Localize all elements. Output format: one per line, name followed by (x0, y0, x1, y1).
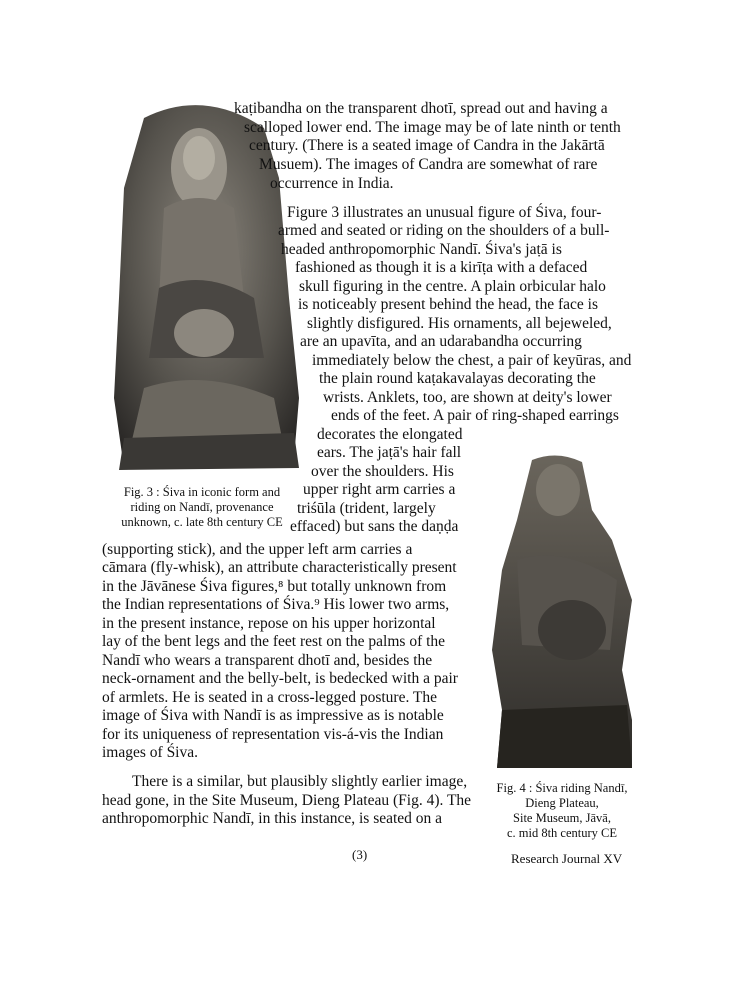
figure-3-caption-line-3: unknown, c. late 8th century CE (121, 515, 283, 529)
figure-3-caption-line-1: Fig. 3 : Śiva in iconic form and (123, 485, 281, 499)
body-text-top-line: armed and seated or riding on the shoulders of a bull- (278, 222, 610, 239)
body-text-top-line: ends of the feet. A pair of ring-shaped earrings (331, 407, 619, 424)
body-text-bottom-line: Nandī who wears a transparent dhotī and, besides the (102, 652, 433, 669)
body-text-top-line: skull figuring in the centre. A plain orbicular halo (299, 278, 606, 295)
body-text-top-line: upper right arm carries a (303, 481, 456, 498)
journal-name: Research Journal XV (511, 851, 623, 866)
body-text-bottom-line: There is a similar, but plausibly slightly earlier image, (132, 773, 468, 790)
figure-4-caption-line-2: Dieng Plateau, (525, 796, 599, 810)
body-text-bottom-line: head gone, in the Site Museum, Dieng Plateau (Fig. 4). The (102, 792, 472, 809)
figure-4-caption-line-4: c. mid 8th century CE (506, 826, 618, 840)
body-text-bottom-line: images of Śiva. (102, 744, 198, 761)
figure-4-caption-line-3: Site Museum, Jāvā, (513, 811, 611, 825)
body-text-bottom-line: neck-ornament and the belly-belt, is bedecked with a pair (102, 670, 458, 687)
body-text-top-line: century. (There is a seated image of Candra in the Jakārtā (249, 137, 605, 154)
body-text-bottom-line: cāmara (fly-whisk), an attribute characteristically present (102, 559, 457, 576)
body-text-top-line: the plain round kaṭakavalayas decorating the (319, 370, 596, 387)
body-text-top-line: Musuem). The images of Candra are somewhat of rare (259, 156, 598, 173)
body-text-bottom-line: anthropomorphic Nandī, in this instance, is seated on a (102, 810, 443, 827)
body-text-top-line: effaced) but sans the daṇḍa (290, 518, 459, 535)
body-text-top-line: kaṭibandha on the transparent dhotī, spread out and having a (234, 100, 608, 117)
figure-4-caption-line-1: Fig. 4 : Śiva riding Nandī, (496, 781, 628, 795)
body-text-bottom-line: lay of the bent legs and the feet rest on the palms of the (102, 633, 446, 650)
body-text-top-line: ears. The jaṭā's hair fall (317, 444, 462, 461)
body-text-top-line: headed anthropomorphic Nandī. Śiva's jaṭā is (281, 241, 562, 258)
body-text-top-line: fashioned as though it is a kirīṭa with a defaced (295, 259, 588, 276)
body-text-bottom-line: in the present instance, repose on his upper horizontal (102, 615, 436, 632)
page-number: (3) (352, 847, 368, 862)
body-text-bottom-line: for its uniqueness of representation vis-á-vis the Indian (102, 726, 444, 743)
body-text-top-line: decorates the elongated (317, 426, 463, 443)
body-text-bottom-line: the Indian representations of Śiva.⁹ His lower two arms, (102, 596, 450, 613)
body-text-top-line: wrists. Anklets, too, are shown at deity's lower (323, 389, 612, 406)
figure-3-caption-line-2: riding on Nandī, provenance (130, 500, 274, 514)
figure-4-photo (482, 450, 642, 775)
body-text-bottom-line: in the Jāvānese Śiva figures,⁸ but totally unknown from (102, 578, 447, 595)
body-text-top-line: scalloped lower end. The image may be of late ninth or tenth (244, 119, 621, 136)
body-text-bottom-line: image of Śiva with Nandī is as impressive as is notable (102, 707, 444, 724)
body-text-top-line: occurrence in India. (270, 175, 394, 192)
body-text-top-line: is noticeably present behind the head, the face is (298, 296, 598, 313)
body-text-top-line: are an upavīta, and an udarabandha occurring (300, 333, 582, 350)
body-text-bottom-line: (supporting stick), and the upper left arm carries a (102, 541, 413, 558)
siva-riding-nandi-image (482, 450, 642, 775)
body-text-top-line: slightly disfigured. His ornaments, all bejeweled, (307, 315, 612, 332)
body-text-top-line: Figure 3 illustrates an unusual figure of Śiva, four- (287, 204, 602, 221)
body-text-top-line: over the shoulders. His (311, 463, 454, 480)
body-text-top-line: triśūla (trident, largely (297, 500, 436, 517)
body-text-bottom-line: of armlets. He is seated in a cross-legged posture. The (102, 689, 438, 706)
body-text-top-line: immediately below the chest, a pair of keyūras, and (312, 352, 632, 369)
